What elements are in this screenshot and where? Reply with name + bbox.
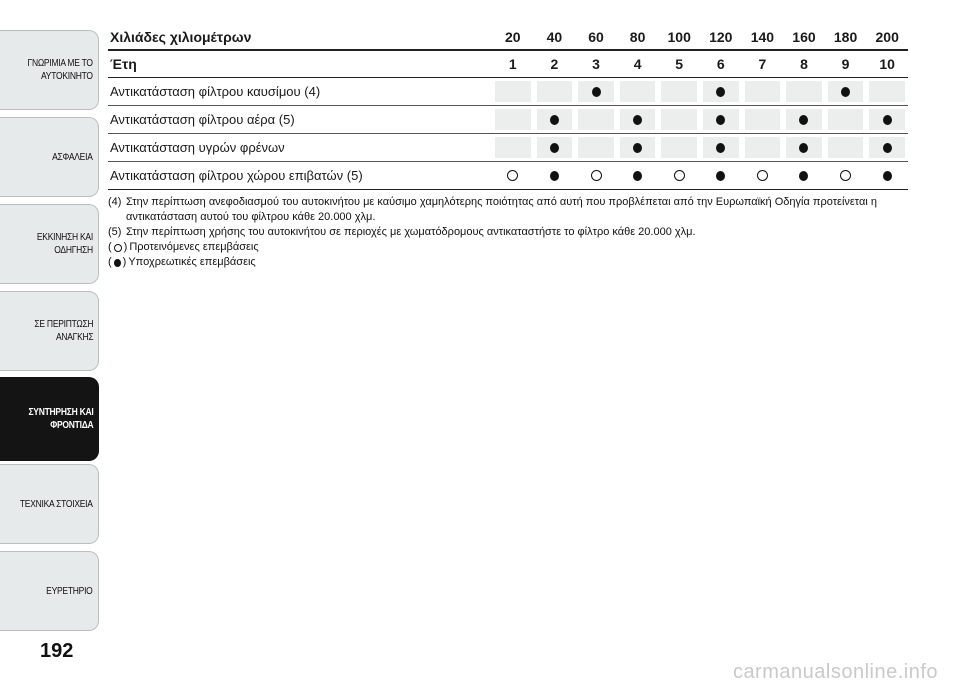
dot-icon: [114, 259, 121, 267]
schedule-cell: [742, 106, 784, 134]
schedule-cell: [866, 78, 908, 106]
km-value: 140: [742, 24, 784, 51]
cell-box: [828, 109, 864, 130]
schedule-cell: [700, 106, 742, 134]
tab-maintenance-care[interactable]: [0, 377, 99, 461]
schedule-cell: [658, 106, 700, 134]
schedule-cell: [783, 162, 825, 190]
schedule-cell: [617, 134, 659, 162]
schedule-cell: [575, 106, 617, 134]
years-header-row: [108, 51, 908, 78]
cell-box: [537, 165, 573, 186]
km-value: 40: [534, 24, 576, 51]
tab-getting-to-know[interactable]: [0, 30, 99, 110]
recommended-ring-icon: [757, 170, 768, 181]
tab-label: ΑΣΦΑΛΕΙΑ: [52, 151, 93, 163]
schedule-cell: [534, 106, 576, 134]
year-value: 10: [866, 51, 908, 78]
km-header-label: Χιλιάδες χιλιομέτρων: [108, 24, 492, 51]
mandatory-dot-icon: [883, 143, 892, 153]
km-value: 100: [658, 24, 700, 51]
cell-box: [537, 109, 573, 130]
footnote-text: Στην περίπτωση χρήσης του αυτοκινήτου σε περιοχές με χωματόδρομους αντικαταστήστε το φίλτρο κάθε 20.000 χλμ.: [126, 226, 696, 238]
cell-box: [495, 109, 531, 130]
mandatory-dot-icon: [841, 87, 850, 97]
year-value: 8: [783, 51, 825, 78]
cell-box: [578, 165, 614, 186]
ring-icon: [114, 244, 122, 252]
legend-recommended: ( ) Προτεινόμενες επεμβάσεις: [108, 241, 259, 253]
row-label: Αντικατάσταση φίλτρου αέρα (5): [108, 106, 492, 134]
schedule-cell: [492, 162, 534, 190]
cell-box: [745, 137, 781, 158]
km-value: 60: [575, 24, 617, 51]
cell-box: [745, 81, 781, 102]
cell-box: [495, 165, 531, 186]
schedule-cell: [742, 162, 784, 190]
schedule-cell: [700, 134, 742, 162]
mandatory-dot-icon: [883, 115, 892, 125]
mandatory-dot-icon: [550, 115, 559, 125]
schedule-cell: [700, 78, 742, 106]
table-row: [108, 134, 908, 162]
schedule-cell: [658, 78, 700, 106]
year-value: 2: [534, 51, 576, 78]
schedule-cell: [825, 78, 867, 106]
cell-box: [495, 137, 531, 158]
schedule-cell: [575, 78, 617, 106]
cell-box: [828, 165, 864, 186]
schedule-cell: [825, 134, 867, 162]
schedule-cell: [658, 134, 700, 162]
km-value: 80: [617, 24, 659, 51]
main-content: [108, 24, 908, 270]
year-value: 6: [700, 51, 742, 78]
cell-box: [578, 81, 614, 102]
footnotes: [108, 195, 908, 270]
schedule-cell: [658, 162, 700, 190]
table-row: [108, 106, 908, 134]
km-value: 160: [783, 24, 825, 51]
cell-box: [661, 137, 697, 158]
mandatory-dot-icon: [799, 143, 808, 153]
recommended-ring-icon: [840, 170, 851, 181]
mandatory-dot-icon: [633, 171, 642, 181]
mandatory-dot-icon: [799, 171, 808, 181]
tab-index[interactable]: [0, 551, 99, 631]
recommended-ring-icon: [591, 170, 602, 181]
cell-box: [620, 81, 656, 102]
cell-box: [620, 109, 656, 130]
cell-box: [578, 137, 614, 158]
km-header-row: [108, 24, 908, 51]
schedule-cell: [492, 78, 534, 106]
year-value: 3: [575, 51, 617, 78]
cell-box: [620, 165, 656, 186]
footnote-text: Στην περίπτωση ανεφοδιασμού του αυτοκινήτου με καύσιμο χαμηλότερης ποιότητας από αυτή που προβλέπεται από την Ευρωπαϊκή Οδηγία προτείνεται η αντικατάσταση αυτού του φίλτρου κάθε 20.000 χλμ.: [126, 196, 877, 223]
mandatory-dot-icon: [883, 171, 892, 181]
tab-label: ΕΥΡΕΤΗΡΙΟ: [46, 585, 93, 597]
mandatory-dot-icon: [633, 115, 642, 125]
footnote: [108, 195, 908, 225]
schedule-cell: [825, 106, 867, 134]
tab-safety[interactable]: [0, 117, 99, 197]
schedule-cell: [866, 134, 908, 162]
sidebar: [0, 0, 100, 686]
cell-box: [620, 137, 656, 158]
tab-starting-driving[interactable]: [0, 204, 99, 284]
cell-box: [703, 81, 739, 102]
table-row: [108, 78, 908, 106]
table-row: [108, 162, 908, 190]
cell-box: [786, 81, 822, 102]
tab-label: ΣΕ ΠΕΡΙΠΤΩΣΗ ΑΝΑΓΚΗΣ: [34, 319, 93, 343]
legend-mandatory: ( ) Υποχρεωτικές επεμβάσεις: [108, 256, 256, 268]
mandatory-dot-icon: [799, 115, 808, 125]
tab-emergency[interactable]: [0, 291, 99, 371]
schedule-cell: [534, 162, 576, 190]
schedule-cell: [534, 134, 576, 162]
table-body: [108, 78, 908, 190]
page-number: 192: [40, 640, 74, 662]
cell-box: [869, 81, 905, 102]
schedule-cell: [742, 78, 784, 106]
row-label: Αντικατάσταση φίλτρου καυσίμου (4): [108, 78, 492, 106]
schedule-cell: [492, 134, 534, 162]
schedule-cell: [866, 106, 908, 134]
cell-box: [703, 109, 739, 130]
cell-box: [703, 165, 739, 186]
schedule-cell: [783, 106, 825, 134]
cell-box: [537, 137, 573, 158]
schedule-cell: [783, 134, 825, 162]
recommended-ring-icon: [674, 170, 685, 181]
km-value: 120: [700, 24, 742, 51]
schedule-cell: [534, 78, 576, 106]
schedule-cell: [742, 134, 784, 162]
footnote: [108, 225, 908, 240]
km-value: 200: [866, 24, 908, 51]
year-value: 4: [617, 51, 659, 78]
cell-box: [578, 109, 614, 130]
cell-box: [537, 81, 573, 102]
schedule-cell: [825, 162, 867, 190]
mandatory-dot-icon: [716, 115, 725, 125]
tab-technical-data[interactable]: [0, 464, 99, 544]
year-value: 5: [658, 51, 700, 78]
schedule-cell: [617, 78, 659, 106]
cell-box: [703, 137, 739, 158]
km-value: 180: [825, 24, 867, 51]
cell-box: [828, 137, 864, 158]
legend-text: Προτεινόμενες επεμβάσεις: [129, 241, 259, 253]
cell-box: [869, 137, 905, 158]
cell-box: [661, 165, 697, 186]
mandatory-dot-icon: [716, 171, 725, 181]
row-label: Αντικατάσταση υγρών φρένων: [108, 134, 492, 162]
tab-label: ΕΚΚΙΝΗΣΗ ΚΑΙ ΟΔΗΓΗΣΗ: [36, 232, 93, 256]
cell-box: [786, 165, 822, 186]
cell-box: [869, 165, 905, 186]
maintenance-table: [108, 24, 908, 190]
footnote-tag: (4): [108, 196, 122, 208]
cell-box: [495, 81, 531, 102]
years-header-label: Έτη: [108, 51, 492, 78]
schedule-cell: [575, 134, 617, 162]
year-value: 1: [492, 51, 534, 78]
cell-box: [661, 109, 697, 130]
schedule-cell: [866, 162, 908, 190]
legend-text: Υποχρεωτικές επεμβάσεις: [128, 256, 256, 268]
cell-box: [828, 81, 864, 102]
cell-box: [661, 81, 697, 102]
mandatory-dot-icon: [550, 143, 559, 153]
mandatory-dot-icon: [716, 143, 725, 153]
watermark: carmanualsonline.info: [732, 661, 938, 683]
year-value: 9: [825, 51, 867, 78]
footnote-tag: (5): [108, 226, 122, 238]
tab-label: ΓΝΩΡΙΜΙΑ ΜΕ ΤΟ ΑΥΤΟΚΙΝΗΤΟ: [27, 58, 93, 82]
schedule-cell: [617, 162, 659, 190]
schedule-cell: [617, 106, 659, 134]
row-label: Αντικατάσταση φίλτρου χώρου επιβατών (5): [108, 162, 492, 190]
schedule-cell: [492, 106, 534, 134]
km-value: 20: [492, 24, 534, 51]
mandatory-dot-icon: [633, 143, 642, 153]
cell-box: [786, 109, 822, 130]
cell-box: [869, 109, 905, 130]
cell-box: [745, 109, 781, 130]
year-value: 7: [742, 51, 784, 78]
schedule-cell: [575, 162, 617, 190]
mandatory-dot-icon: [592, 87, 601, 97]
recommended-ring-icon: [507, 170, 518, 181]
schedule-cell: [700, 162, 742, 190]
tab-label: ΣΥΝΤΗΡΗΣΗ ΚΑΙ ΦΡΟΝΤΙΔΑ: [28, 407, 93, 431]
cell-box: [786, 137, 822, 158]
schedule-cell: [783, 78, 825, 106]
cell-box: [745, 165, 781, 186]
mandatory-dot-icon: [550, 171, 559, 181]
tab-label: ΤΕΧΝΙΚΑ ΣΤΟΙΧΕΙΑ: [20, 498, 93, 510]
mandatory-dot-icon: [716, 87, 725, 97]
